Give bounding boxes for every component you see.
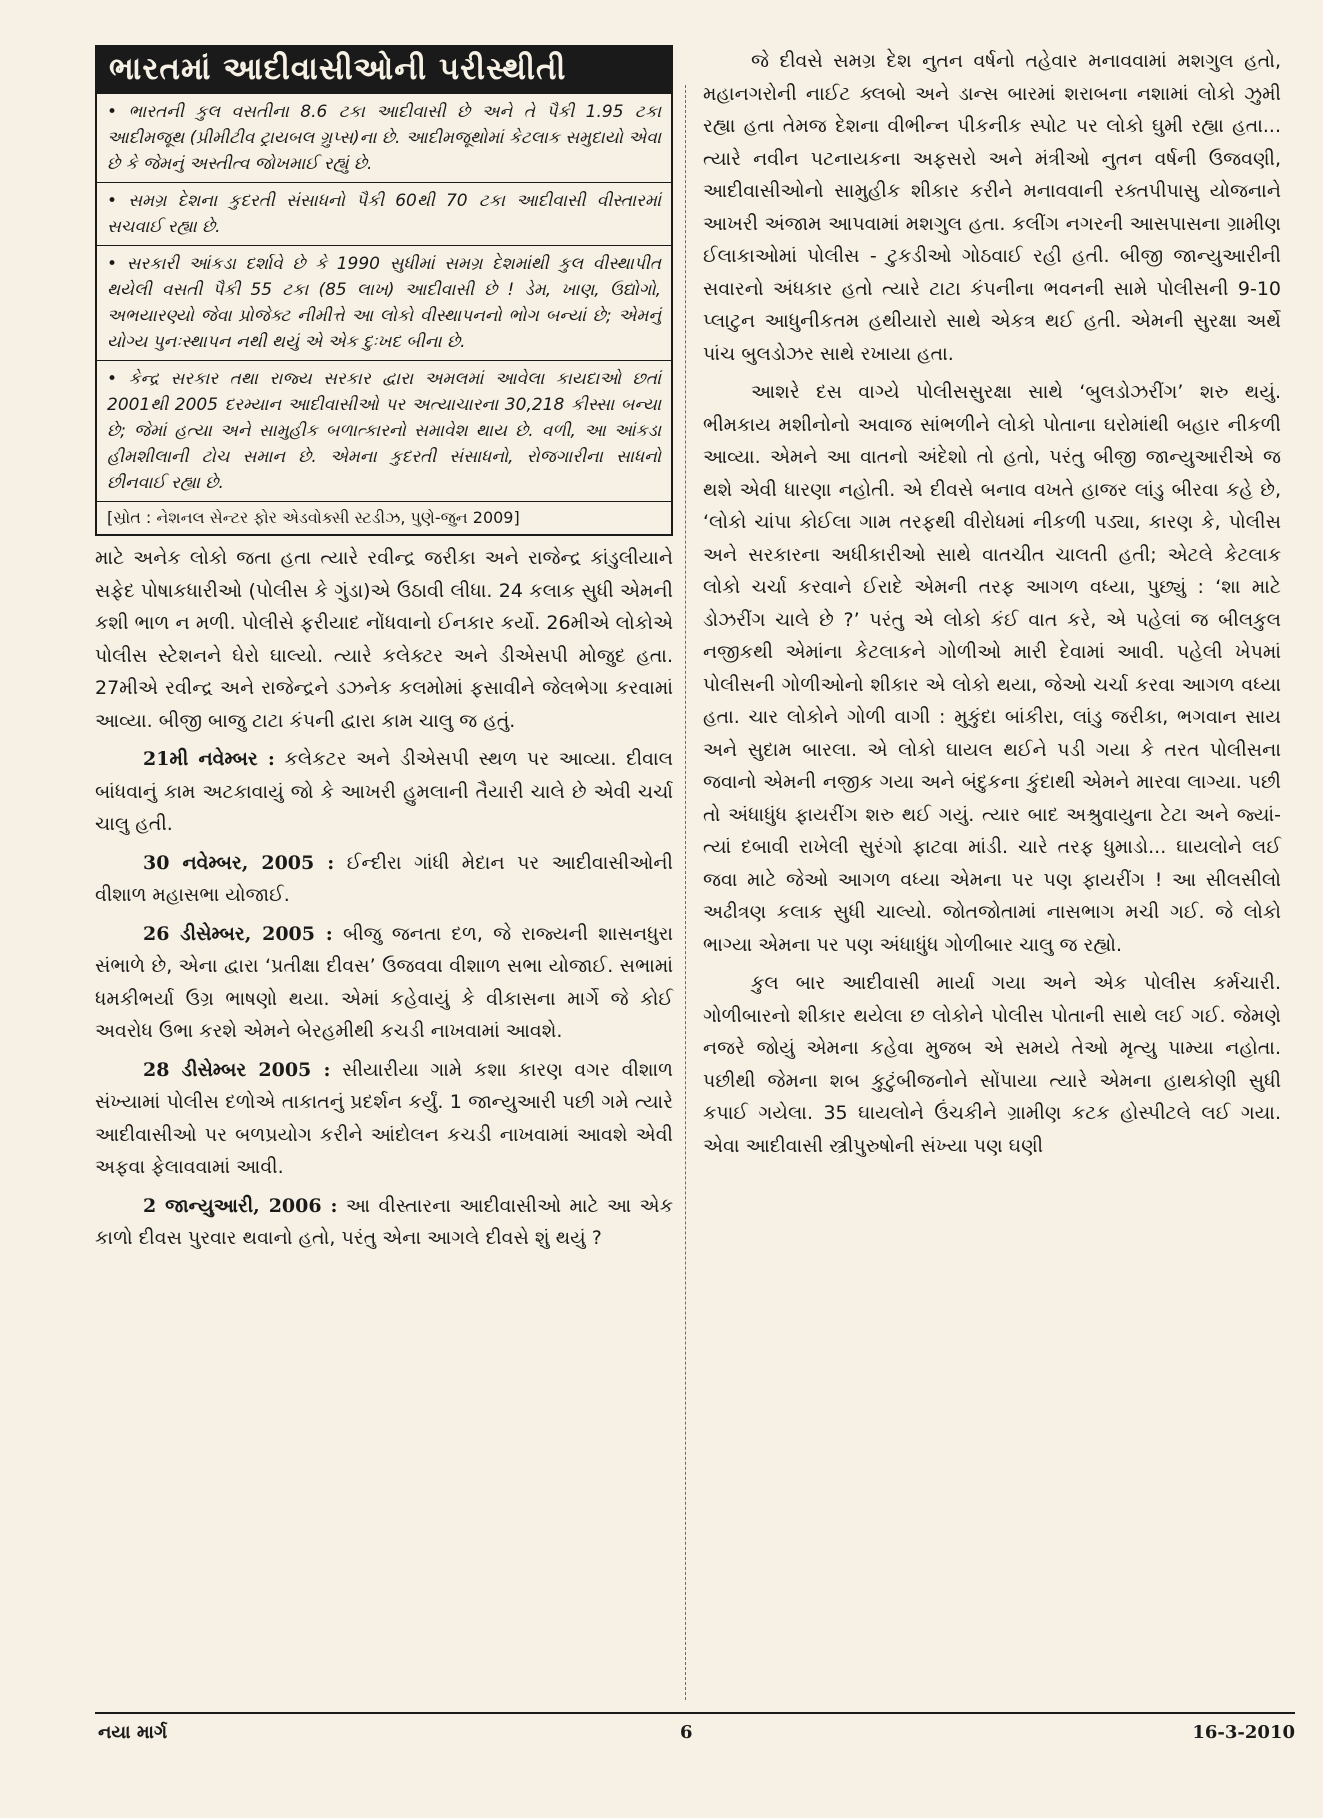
- entry-text: ઈન્દીરા ગાંધી મેદાન પર આદીવાસીઓની વીશાળ મહાસભા યોજાઈ.: [95, 851, 673, 906]
- publication-name: નયા માર્ગ: [98, 1722, 168, 1743]
- sidebar-box-item: • સરકારી આંકડા દર્શાવે છે કે 1990 સુધીમાં સમગ્ર દેશમાંથી કુલ વીસ્થાપીત થયેલી વસતી પૈકી 55 ટકા (85 લાખ) આદીવાસી છે ! ડેમ, ખાણ, ઉદ્યોગો, અભયારણ્યો જેવા પ્રોજેક્ટ નીમીત્તે આ લોકો વીસ્થાપનનો ભોગ બન્યાં છે; એમનું યોગ્ય પુનઃસ્થાપન નથી થયું એ એક દુઃખદ બીના છે.: [97, 246, 671, 361]
- sidebar-box-source: [સ્રોત : નેશનલ સેન્ટર ફોર એડવોક્સી સ્ટડીઝ, પુણે-જુન 2009]: [107, 508, 520, 527]
- dated-entry: [95, 918, 673, 1048]
- sidebar-box-item: • કેન્દ્ર સરકાર તથા રાજ્ય સરકાર દ્વારા અમલમાં આવેલા કાયદાઓ છતાં 2001થી 2005 દરમ્યાન આદીવાસીઓ પર અત્યાચારના 30,218 કીસ્સા બન્યા છે; જેમાં હત્યા અને સામુહીક બળાત્કારનો સમાવેશ થાય છે. વળી, આ આંકડા હીમશીલાની ટોચ સમાન છે. એમના કુદરતી સંસાધનો, રોજગારીના સાધનો છીનવાઈ રહ્યા છે.: [97, 361, 671, 502]
- column-divider: [685, 85, 686, 1700]
- entry-date: 21મી નવેમ્બર :: [143, 748, 275, 770]
- sidebar-box-item: • ભારતની કુલ વસતીના 8.6 ટકા આદીવાસી છે અને તે પૈકી 1.95 ટકા આદીમજૂથ (પ્રીમીટીવ ટ્રાયબલ ગ્રુપ્સ)ના છે. આદીમજૂથોમાં કેટલાક સમુદાયો એવા છે કે જેમનું અસ્તીત્વ જોખમાઈ રહ્યું છે.: [97, 94, 671, 183]
- sidebar-box-title: ભારતમાં આદીવાસીઓની પરીસ્થીતી: [97, 47, 671, 94]
- dated-entry: [95, 1190, 673, 1255]
- newspaper-page: [95, 45, 1295, 1765]
- entry-date: 28 ડીસેમ્બર 2005 :: [143, 1058, 331, 1081]
- entry-text: કલેકટર અને ડીએસપી સ્થળ પર આવ્યા. દીવાલ બાંધવાનું કામ અટકાવાયું જો કે આખરી હુમલાની તૈયારી ચાલે છે એવી ચર્ચા ચાલુ હતી.: [95, 748, 673, 835]
- article-paragraph: આશરે દસ વાગ્યે પોલીસસુરક્ષા સાથે ‘બુલડોઝરીંગ’ શરુ થયું. ભીમકાય મશીનોનો અવાજ સાંભળીને લોકો પોતાના ઘરોમાંથી બહાર નીકળી આવ્યા. એમને આ વાતનો અંદેશો તો હતો, પરંતુ બીજી જાન્યુઆરીએ જ થશે એવી ધારણા નહોતી. એ દીવસે બનાવ વખતે હાજર લાંડુ બીરવા કહે છે, ‘લોકો ચાંપા કોઈલા ગામ તરફથી વીરોધમાં નીકળી પડ્યા, કારણ કે, પોલીસ અને સરકારના અધીકારીઓ સાથે વાતચીત ચાલતી હતી; એટલે કેટલાક લોકો ચર્ચા કરવાને ઈરાદે એમની તરફ આગળ વધ્યા, પુછ્યું : ‘શા માટે ડોઝરીંગ ચાલે છે ?’ પરંતુ એ લોકો કંઈ વાત કરે, એ પહેલાં જ બીલકુલ નજીકથી એમાંના કેટલાકને ગોળીઓ મારી દેવામાં આવી. પહેલી ખેપમાં પોલીસની ગોળીઓનો શીકાર એ લોકો થયા, જેઓ ચર્ચા કરવા આગળ વધ્યા હતા. ચાર લોકોને ગોળી વાગી : મુકુંદા બાંકીરા, લાંડુ જરીકા, ભગવાન સાય અને સુદામ બારલા. એ લોકો ઘાયલ થઈને પડી ગયા કે તરત પોલીસના જવાનો એમની નજીક ગયા અને બંદુકના કુંદાથી એમને મારવા લાગ્યા. પછી તો અંધાધુંધ ફાયરીંગ શરુ થઈ ગયું. ત્યાર બાદ અશ્રુવાયુના ટેટા અને જ્યાં-ત્યાં દબાવી રાખેલી સુરંગો ફાટવા માંડી. ચારે તરફ ધુમાડો... ઘાયલોને લઈ જવા માટે જેઓ આગળ વધ્યા એમના પર પણ ફાયરીંગ ! આ સીલસીલો અઢીત્રણ કલાક સુધી ચાલ્યો. જોતજોતામાં નાસભાગ મચી ગઈ. જે લોકો ભાગ્યા એમના પર પણ અંધાધુંધ ગોળીબાર ચાલુ જ રહ્યો.: [703, 381, 1281, 956]
- entry-text: આ વીસ્તારના આદીવાસીઓ માટે આ એક કાળો દીવસ પુરવાર થવાનો હતો, પરંતુ એના આગલે દીવસે શું થયું ?: [95, 1194, 673, 1249]
- dated-entry: [95, 1054, 673, 1184]
- article-paragraph: કુલ બાર આદીવાસી માર્યા ગયા અને એક પોલીસ કર્મચારી. ગોળીબારનો શીકાર થયેલા છ લોકોને પોલીસ પોતાની સાથે લઈ ગઈ. જેમણે નજરે જોયું એમના કહેવા મુજબ એ સમયે તેઓ મૃત્યુ પામ્યા નહોતા. પછીથી જેમના શબ કુટુંબીજનોને સોંપાયા ત્યારે એમના હાથકોણી સુધી કપાઈ ગયેલા. 35 ઘાયલોને ઉંચકીને ગ્રામીણ કટક હોસ્પીટલે લઈ ગયા. એવા આદીવાસી સ્ત્રીપુરુષોની સંખ્યા પણ ઘણી: [703, 972, 1281, 1157]
- entry-text: સીયારીયા ગામે કશા કારણ વગર વીશાળ સંખ્યામાં પોલીસ દળોએ તાકાતનું પ્રદર્શન કર્યું. 1 જાન્યુઆરી પછી ગમે ત્યારે આદીવાસીઓ પર બળપ્રયોગ કરીને આંદોલન કચડી નાખવામાં આવશે એવી અફવા ફેલાવવામાં આવી.: [95, 1058, 674, 1178]
- entry-text: બીજુ જનતા દળ, જે રાજ્યની શાસનધુરા સંભાળે છે, એના દ્વારા ‘પ્રતીક્ષા દીવસ’ ઉજવવા વીશાળ સભા યોજાઈ. સભામાં ધમકીભર્યા ઉગ્ર ભાષણો થયા. એમાં કહેવાયું કે વીકાસના માર્ગે જે કોઈ અવરોધ ઉભા કરશે એમને બેરહમીથી કચડી નાખવામાં આવશે.: [95, 922, 673, 1042]
- article-paragraph: માટે અનેક લોકો જતા હતા ત્યારે રવીન્દ્ર જરીકા અને રાજેન્દ્ર કાંડુલીયાને સફેદ પોષાકધારીઓ (પોલીસ કે ગુંડા)એ ઉઠાવી લીધા. 24 કલાક સુધી એમની કશી ભાળ ન મળી. પોલીસે ફરીયાદ નોંધવાનો ઈનકાર કર્યો. 26મીએ લોકોએ પોલીસ સ્ટેશનને ઘેરો ઘાલ્યો. ત્યારે કલેક્ટર અને ડીએસપી મોજુદ હતા. 27મીએ રવીન્દ્ર અને રાજેન્દ્રને ડઝનેક કલમોમાં ફસાવીને જેલભેગા કરવામાં આવ્યા. બીજી બાજુ ટાટા કંપની દ્વારા કામ ચાલુ જ હતું.: [95, 547, 673, 732]
- entry-date: 26 ડીસેમ્બર, 2005 :: [143, 922, 333, 945]
- statistics-sidebar-box: [95, 45, 673, 536]
- page-number: 6: [680, 1722, 693, 1743]
- article-paragraph: જે દીવસે સમગ્ર દેશ નુતન વર્ષનો તહેવાર મનાવવામાં મશગુલ હતો, મહાનગરોની નાઈટ ક્લબો અને ડાન્સ બારમાં શરાબના નશામાં લોકો ઝુમી રહ્યા હતા તેમજ દેશના વીભીન્ન પીકનીક સ્પોટ પર લોકો ઘુમી રહ્યા હતા... ત્યારે નવીન પટનાયકના અફસરો અને મંત્રીઓ નુતન વર્ષની ઉજવણી, આદીવાસીઓનો સામુહીક શીકાર કરીને મનાવવાની રક્તપીપાસુ યોજનાને આખરી અંજામ આપવામાં મશગુલ હતા. કલીંગ નગરની આસપાસના ગ્રામીણ ઈલાકાઓમાં પોલીસ - ટુકડીઓ ગોઠવાઈ રહી હતી. બીજી જાન્યુઆરીની સવારનો અંધકાર હતો ત્યારે ટાટા કંપનીના ભવનની સામે પોલીસની 9-10 પ્લાટુન આધુનીકતમ હથીયારો સાથે એકત્ર થઈ હતી. એમની સુરક્ષા અર્થે પાંચ બુલડોઝર સાથે રખાયા હતા.: [703, 50, 1281, 365]
- left-column: [95, 45, 673, 1261]
- sidebar-box-item: • સમગ્ર દેશના કુદરતી સંસાધનો પૈકી 60થી 70 ટકા આદીવાસી વીસ્તારમાં સચવાઈ રહ્યા છે.: [97, 183, 671, 246]
- footer-rule: [95, 1712, 1295, 1714]
- right-column: [703, 45, 1281, 1168]
- entry-date: 30 નવેમ્બર, 2005 :: [143, 851, 335, 874]
- dated-entry: [95, 743, 673, 841]
- entry-date: 2 જાન્યુઆરી, 2006 :: [143, 1194, 338, 1217]
- issue-date: 16-3-2010: [1192, 1722, 1295, 1743]
- dated-entry: [95, 847, 673, 912]
